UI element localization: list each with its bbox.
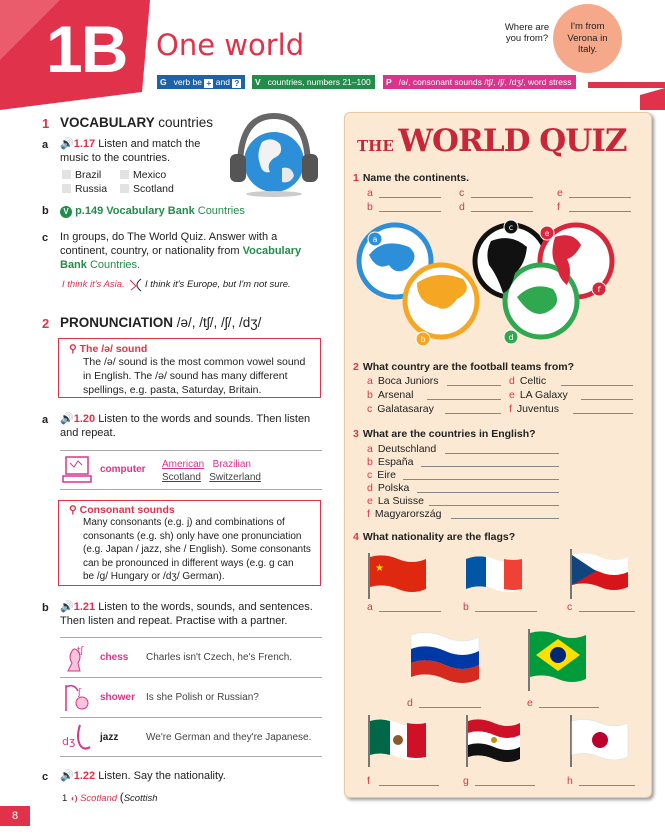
vocab-a-text: Listen and match the music to the countries. (60, 138, 201, 164)
country-checkbox-mexico[interactable] (120, 168, 166, 182)
item-letter: a (42, 139, 49, 151)
item-key: d (367, 482, 373, 494)
schwa-box-line: in English. The /ə/ sound has many different (83, 370, 288, 382)
ring-label-c: c (508, 223, 514, 232)
jazz-saxophone-icon (60, 721, 95, 755)
foreign-country-name: Polska (377, 482, 410, 494)
country-item (367, 456, 413, 468)
team-name: Arsenal (377, 389, 414, 401)
grammar-tag-text: verb be (173, 77, 202, 87)
question-1 (353, 172, 469, 184)
speech-arrow-icon (128, 278, 142, 292)
country-label: Russia (75, 183, 108, 195)
quiz-title-the: THE (357, 137, 394, 155)
item-key: b (367, 389, 373, 401)
answer-line[interactable] (561, 385, 633, 386)
country-item (367, 469, 396, 481)
checkbox-icon[interactable] (120, 170, 129, 179)
grammar-tag-letter: G (157, 75, 170, 89)
consonant-info-box (58, 500, 321, 586)
answer-line[interactable] (539, 707, 599, 708)
headphones-globe-image (222, 110, 322, 198)
item-key: c (367, 469, 373, 481)
vocab-c-text: In groups, do The World Quiz. Answer with a continent, country, or nationality from (60, 231, 278, 257)
answer-line[interactable] (471, 211, 533, 212)
item-letter: c (42, 771, 49, 783)
country-checkbox-russia[interactable] (62, 182, 107, 196)
pron-b-text: Listen to the words, sounds, and sentences. Then listen and repeat. Practise with a partner. (60, 601, 313, 627)
vocab-c-link-rest: Countries. (89, 259, 141, 271)
answer-line[interactable] (579, 611, 635, 612)
grammar-tag-and: and (215, 77, 230, 87)
answer-line[interactable] (579, 785, 635, 786)
answer-line[interactable] (581, 399, 633, 400)
pron-c-text: Listen. Say the nationality. (98, 770, 226, 782)
foreign-country-name: Magyarország (374, 508, 442, 520)
answer-slot[interactable] (459, 187, 469, 199)
example-word: Scotland (162, 472, 201, 483)
magnifier-icon: ⚲ (69, 343, 77, 355)
ring-label-b: b (420, 335, 426, 344)
sound-sentence: We're German and they're Japanese. (146, 732, 312, 743)
answer-line[interactable] (447, 385, 501, 386)
flag-answer-slot[interactable] (567, 775, 578, 787)
answer-letter: a (367, 187, 373, 199)
answer-line[interactable] (569, 211, 631, 212)
item-letter: b (42, 205, 49, 217)
schwa-box-title-text: The /ə/ sound (79, 343, 148, 355)
pron-c-example: 1 ◖) Scotland (Scottish (62, 790, 158, 804)
speech-bubble-answer (553, 4, 622, 73)
answer-line[interactable] (451, 518, 559, 519)
flag-answer-slot[interactable] (367, 775, 375, 787)
item-key: d (509, 375, 515, 387)
pron-title-rest: /ə/, /tʃ/, /ʃ/, /dʒ/ (176, 315, 262, 330)
question-text: What country are the football teams from? (362, 361, 575, 373)
vocab-a-instruction (60, 137, 220, 165)
pron-a-text: Listen to the words and sounds. Then listen and repeat. (60, 413, 311, 439)
audio-icon[interactable]: 🔊 (60, 138, 74, 150)
ring-label-a: a (372, 235, 378, 244)
audio-icon[interactable]: ◖) (69, 794, 78, 803)
question-text: What nationality are the flags? (362, 531, 516, 543)
team-name: Galatasaray (377, 403, 434, 415)
question-number: 3 (353, 428, 359, 440)
unit-number: 1B (46, 12, 127, 86)
pron-title-bold: PRONUNCIATION (60, 315, 173, 330)
flag-russia-image (407, 629, 481, 689)
sound-row-shower (60, 677, 322, 717)
schwa-examples (162, 458, 261, 484)
flag-answer-slot[interactable] (463, 601, 474, 613)
flag-letter: d (407, 697, 413, 709)
flag-letter: g (463, 775, 469, 787)
team-item (509, 389, 568, 401)
foreign-country-name: La Suisse (377, 495, 424, 507)
olympic-rings-continents-map (355, 219, 645, 349)
flag-letter: b (463, 601, 469, 613)
vocab-title-rest: countries (158, 115, 214, 130)
team-item (367, 375, 439, 387)
vocab-v-icon: V (60, 206, 72, 218)
foreign-country-name: España (377, 456, 414, 468)
grammar-tag (157, 75, 245, 89)
audio-icon[interactable]: 🔊 (60, 413, 74, 425)
schwa-box-title (69, 343, 312, 355)
question-number: 4 (353, 531, 359, 543)
answer-line[interactable] (419, 707, 481, 708)
question-box-icon: ? (234, 78, 240, 88)
flag-czech-image (567, 547, 631, 599)
answer-letter: e (557, 187, 563, 199)
svg-text:tʃ: tʃ (77, 646, 84, 656)
example-prompt: Scotland (80, 793, 118, 804)
item-key: e (367, 495, 373, 507)
question-3 (353, 428, 536, 440)
pron-c-instruction (60, 769, 226, 783)
foreign-country-name: Eire (377, 469, 396, 481)
item-key: a (367, 375, 373, 387)
svg-text:dʒ: dʒ (62, 735, 76, 748)
section-number: 1 (42, 116, 50, 131)
vocab-bank-ref-rest: Countries (197, 205, 245, 217)
country-checkbox-brazil[interactable] (62, 168, 101, 182)
checkbox-icon[interactable] (120, 184, 129, 193)
answer-slot[interactable] (557, 187, 568, 199)
country-checkbox-scotland[interactable] (120, 182, 174, 196)
schwa-info-box (58, 338, 321, 398)
team-name: Juventus (516, 403, 559, 415)
answer-line[interactable] (475, 611, 537, 612)
sound-word: computer (100, 464, 146, 475)
vocab-bank-ref[interactable]: p.149 Vocabulary Bank (75, 205, 195, 217)
answer-line[interactable] (417, 492, 559, 493)
computer-icon (60, 454, 95, 488)
flag-letter: a (367, 601, 373, 613)
country-item (367, 508, 441, 520)
answer-letter: c (459, 187, 465, 199)
foreign-country-name: Deutschland (377, 443, 437, 455)
consonant-box-line: be /g/ Hungary or /dʒ/ German). (83, 571, 225, 582)
audio-track-number[interactable]: 1.21 (73, 601, 96, 613)
question-2 (353, 361, 574, 373)
flag-letter: e (527, 697, 533, 709)
pron-a-instruction (60, 412, 322, 440)
answer-line[interactable] (475, 785, 535, 786)
flag-japan-image (567, 713, 631, 767)
answer-line[interactable] (421, 466, 559, 467)
checkbox-icon[interactable] (62, 170, 71, 179)
page-number: 8 (0, 806, 30, 826)
vocab-tag-letter: V (252, 75, 264, 89)
schwa-box-line: The /ə/ sound is the most common vowel sound (83, 356, 306, 368)
sound-row-computer (60, 450, 322, 490)
example-answer: Scottish (123, 793, 158, 804)
answer-line[interactable] (445, 413, 501, 414)
country-item (367, 443, 436, 455)
question-number: 2 (353, 361, 359, 373)
example-word: Brazilian (212, 459, 251, 470)
audio-track-number[interactable]: 1.17 (73, 138, 96, 150)
flag-mexico-image (365, 713, 431, 767)
team-item (367, 403, 434, 415)
flag-egypt-image (463, 713, 525, 767)
vocab-tag (252, 75, 375, 89)
team-name: Boca Juniors (377, 375, 439, 387)
country-item (367, 482, 409, 494)
sound-sentence: Is she Polish or Russian? (146, 692, 259, 703)
answer-line[interactable] (403, 479, 559, 480)
ring-label-d: d (508, 333, 514, 342)
country-label: Scotland (133, 183, 174, 195)
section-title-pronunciation (60, 315, 261, 330)
item-key: f (367, 508, 370, 520)
flag-answer-slot[interactable] (367, 601, 378, 613)
consonant-box-title (69, 504, 312, 516)
item-key: c (367, 403, 373, 415)
quiz-title-main: WORLD QUIZ (398, 123, 627, 159)
question-text: Name the continents. (362, 172, 470, 184)
pron-b-instruction (60, 600, 324, 628)
item-key: a (367, 443, 373, 455)
consonant-box-title-text: Consonant sounds (79, 504, 175, 516)
answer-line[interactable] (569, 197, 631, 198)
audio-icon[interactable]: 🔊 (60, 770, 74, 782)
vocab-c-instruction (60, 230, 322, 272)
example-word: Switzerland (209, 472, 261, 483)
sound-sentence: Charles isn't Czech, he's French. (146, 652, 293, 663)
country-item (367, 495, 424, 507)
answer-letter: f (557, 201, 560, 213)
answer-line[interactable] (379, 611, 441, 612)
answer-line[interactable] (379, 197, 441, 198)
vocab-bank-link[interactable] (60, 204, 245, 218)
question-text: What are the countries in English? (362, 428, 536, 440)
flag-brazil-image (525, 627, 591, 691)
shower-icon (60, 681, 95, 715)
quiz-title (357, 123, 626, 159)
question-number: 1 (353, 172, 359, 184)
sound-row-chess (60, 637, 322, 677)
chess-icon (60, 641, 95, 675)
item-key: f (509, 403, 512, 415)
consonant-box-line: consonants (e.g. sh) only have one pronunciation (83, 530, 302, 542)
team-name: Celtic (519, 375, 547, 387)
answer-line[interactable] (573, 413, 633, 414)
team-item (509, 375, 546, 387)
flag-letter: c (567, 601, 573, 613)
sound-word: jazz (100, 732, 119, 743)
plus-box-icon: + (204, 79, 213, 88)
sound-word: chess (100, 652, 129, 663)
answer-line[interactable] (471, 197, 533, 198)
answer-line[interactable] (427, 399, 501, 400)
team-name: LA Galaxy (519, 389, 568, 401)
ring-label-f: f (597, 285, 601, 294)
bubble-question-text: Where are you from? (504, 21, 550, 44)
svg-text:★: ★ (375, 563, 384, 574)
world-quiz-panel (344, 112, 652, 798)
ring-label-e: e (544, 229, 550, 238)
pron-tag (383, 75, 576, 89)
team-item (509, 403, 559, 415)
item-key: b (367, 456, 373, 468)
consonant-box-line: Many consonants (e.g. j) and combinations of (83, 517, 285, 528)
item-key: e (509, 389, 515, 401)
flag-answer-slot[interactable] (463, 775, 474, 787)
schwa-box-line: spellings, e.g. pasta, Saturday, Britain. (83, 384, 262, 396)
consonant-box-line: (e.g. Japan / jazz, she / English). Some consonants (83, 544, 311, 555)
flag-china-image (365, 549, 429, 599)
question-4 (353, 531, 515, 543)
speech-example-2: I think it's Europe, but I'm not sure. (145, 279, 291, 290)
answer-slot[interactable] (367, 187, 378, 199)
item-letter: a (42, 414, 49, 426)
speech-example-1: I think it's Asia. (62, 279, 125, 290)
answer-slot[interactable] (459, 201, 470, 213)
vocab-title-bold: VOCABULARY (60, 115, 155, 130)
audio-track-number[interactable]: 1.22 (73, 770, 96, 782)
item-letter: b (42, 602, 49, 614)
sound-row-jazz (60, 717, 322, 757)
vocab-bank-inline-link[interactable]: Vocabulary Bank (60, 245, 302, 271)
pron-tag-letter: P (383, 75, 395, 89)
speech-bubble-question (497, 3, 557, 63)
country-label: Brazil (75, 169, 102, 181)
answer-letter: b (367, 201, 373, 213)
answer-line[interactable] (429, 505, 559, 506)
answer-slot[interactable] (557, 201, 565, 213)
vocab-tag-text: countries, numbers 21–100 (264, 75, 375, 89)
flag-answer-slot[interactable] (527, 697, 538, 709)
flag-france-image (461, 549, 525, 599)
answer-line[interactable] (379, 785, 439, 786)
sound-word: shower (100, 692, 136, 703)
example-number: 1 (62, 793, 68, 804)
checkbox-icon[interactable] (62, 184, 71, 193)
audio-icon[interactable]: 🔊 (60, 601, 74, 613)
answer-line[interactable] (445, 453, 559, 454)
bubble-answer-text: I'm from Verona in Italy. (567, 21, 608, 56)
consonant-box-line: can be pronounced in different ways (e.g. g can (83, 557, 294, 569)
team-item (367, 389, 413, 401)
section-number: 2 (42, 316, 50, 331)
unit-title: One world (156, 28, 305, 62)
country-label: Mexico (133, 169, 167, 181)
answer-letter: d (459, 201, 465, 213)
audio-track-number[interactable]: 1.20 (73, 413, 96, 425)
section-title-vocabulary (60, 115, 213, 130)
flag-answer-slot[interactable] (567, 601, 577, 613)
answer-slot[interactable] (367, 201, 378, 213)
flag-letter: h (567, 775, 573, 787)
flag-letter: f (367, 775, 370, 787)
flag-answer-slot[interactable] (407, 697, 418, 709)
magnifier-icon: ⚲ (69, 504, 77, 516)
answer-line[interactable] (379, 211, 441, 212)
example-word: American (162, 459, 205, 470)
item-letter: c (42, 232, 49, 244)
pron-tag-text: /ə/, consonant sounds /tʃ/, /ʃ/, /dʒ/, word stress (395, 75, 576, 89)
svg-text:ʃ: ʃ (78, 688, 82, 698)
